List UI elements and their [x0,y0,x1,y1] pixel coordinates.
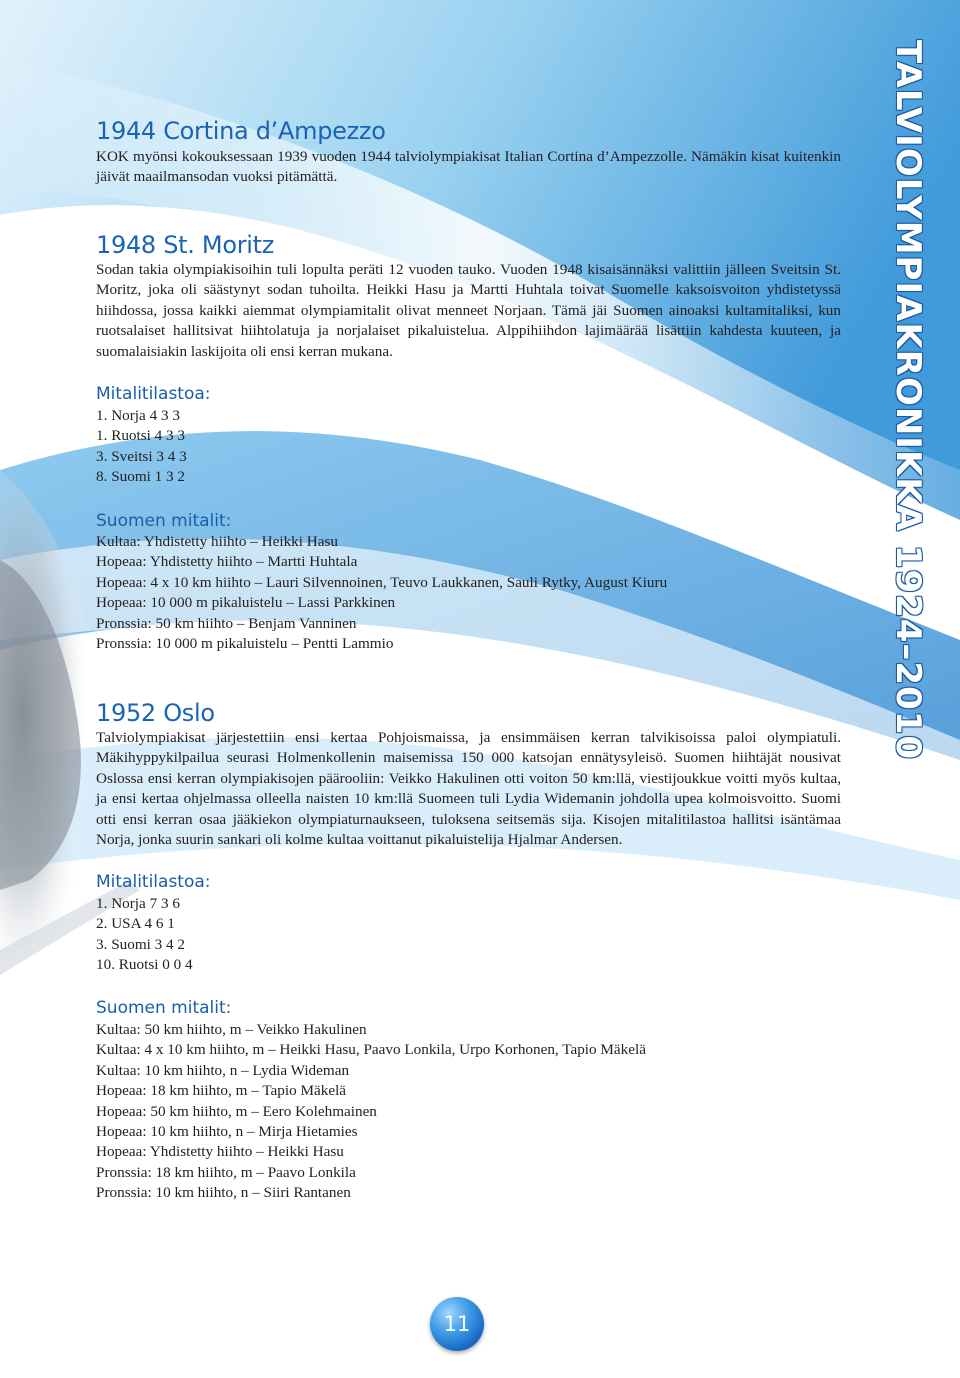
list-item: 1. Norja 4 3 3 [96,407,180,424]
list-item: Hopeaa: Yhdistetty hiihto – Martti Huhtala [96,553,358,571]
finnish-medals-heading-1948: Suomen mitalit: [96,511,232,531]
finnish-medals-heading-1952: Suomen mitalit: [96,998,232,1018]
list-item: 8. Suomi 1 3 2 [96,468,186,486]
list-item: 1. Ruotsi 4 3 3 [96,427,186,445]
medal-table-1948 [96,406,187,488]
medal-table-1952 [96,894,193,976]
list-item: Hopeaa: 10 km hiihto, n – Mirja Hietamies [96,1123,358,1141]
sidebar-title-text: TALVIOLYMPIAKRONIKKA 1924–2010 [888,40,928,761]
sidebar-title [884,40,936,761]
finnish-medals-1948 [96,532,667,654]
list-item: 3. Suomi 3 4 2 [96,935,186,953]
list-item: Hopeaa: 4 x 10 km hiihto – Lauri Silvennoinen, Teuvo Laukkanen, Sauli Rytky, August Kiuru [96,573,668,591]
list-item: Hopeaa: 10 000 m pikaluistelu – Lassi Parkkinen [96,594,396,612]
page-number: 11 [443,1312,471,1336]
list-item: 2. USA 4 6 1 [96,915,175,933]
list-item: Kultaa: Yhdistetty hiihto – Heikki Hasu [96,533,338,550]
medal-table-heading-1952: Mitalitilastoa: [96,872,211,892]
list-item: Pronssia: 10 km hiihto, n – Siiri Rantanen [96,1184,351,1202]
section-heading-1952-oslo: 1952 Oslo [96,699,215,727]
page-number-badge [430,1297,484,1351]
paragraph-1944-cortina: KOK myönsi kokouksessaan 1939 vuoden 1944 talviolympiakisat Italian Cortina d’Ampezzolle. Nämäkin kisat kuitenkin jäivät maailmansodan vuoksi pitämättä. [96,148,841,186]
list-item: Kultaa: 10 km hiihto, n – Lydia Wideman [96,1061,350,1079]
list-item: 1. Norja 7 3 6 [96,895,180,912]
section-heading-1944-cortina: 1944 Cortina d’Ampezzo [96,117,386,145]
list-item: Pronssia: 50 km hiihto – Benjam Vanninen [96,614,357,632]
list-item: Pronssia: 10 000 m pikaluistelu – Pentti Lammio [96,635,394,653]
section-heading-1948-st-moritz: 1948 St. Moritz [96,231,275,259]
list-item: Kultaa: 4 x 10 km hiihto, m – Heikki Hasu, Paavo Lonkila, Urpo Korhonen, Tapio Mäkelä [96,1041,646,1059]
list-item: Kultaa: 50 km hiihto, m – Veikko Hakulinen [96,1021,367,1038]
finnish-medals-1952 [96,1020,646,1204]
list-item: Hopeaa: Yhdistetty hiihto – Heikki Hasu [96,1143,344,1161]
list-item: 10. Ruotsi 0 0 4 [96,956,193,974]
paragraph-1948-st-moritz: Sodan takia olympiakisoihin tuli lopulta peräti 12 vuoden tauko. Vuoden 1948 kisaisännäksi valittiin jälleen Sveitsin St. Moritz, joka oli säästynyt sodan tuhoilta. Heikki Hasu ja Martti Huhtala toivat Suomelle kaksoisvoiton yhdistetyssä hiihdossa, jossa kaikki aiemmat olympiamitalit olivat menneet Norjaan. Tämä jäi Suomen ainoaksi kultamitaliksi, kun ruotsalaiset hallitsivat hiihtolatuja ja norjalaiset pikaluistelua. Alppihiihdon lajimäärää lisättiin kahdesta kuuteen, ja suomalaisiakin laskijoita oli ensi kerran mukana. [96,261,841,360]
paragraph-1952-oslo: Talviolympiakisat järjestettiin ensi kertaa Pohjoismaissa, ja ensimmäisen kerran talvikisoissa paloi olympiatuli. Mäkihyppykilpailua seurasi Holmenkollenin maisemissa 150 000 katsojan ennätysyleisö. Suomen hiihtäjät nousivat Oslossa ensi kerran olympiakisojen päärooliin: Veikko Hakulinen otti voiton 50 km:llä, viestijoukkue voitti myös kultaa, ja ensi kertaa ohjelmassa olleella naisten 10 km:llä Suomeen tuli Lydia Widemanin johdolla upea kolmoisvoitto. Suomi otti ensi kerran osaa jääkiekon olympiaturnaukseen, tuloksena seitsemäs sija. Kisojen mitalitilastoa hallitsi isäntämaa Norja, jonka suurin sankari oli kolme kultaa voittanut pikaluistelija Hjalmar Andersen. [96,729,841,849]
list-item: 3. Sveitsi 3 4 3 [96,447,187,465]
list-item: Pronssia: 18 km hiihto, m – Paavo Lonkila [96,1163,356,1181]
medal-table-heading-1948: Mitalitilastoa: [96,384,211,404]
list-item: Hopeaa: 18 km hiihto, m – Tapio Mäkelä [96,1082,347,1100]
list-item: Hopeaa: 50 km hiihto, m – Eero Kolehmainen [96,1102,377,1120]
